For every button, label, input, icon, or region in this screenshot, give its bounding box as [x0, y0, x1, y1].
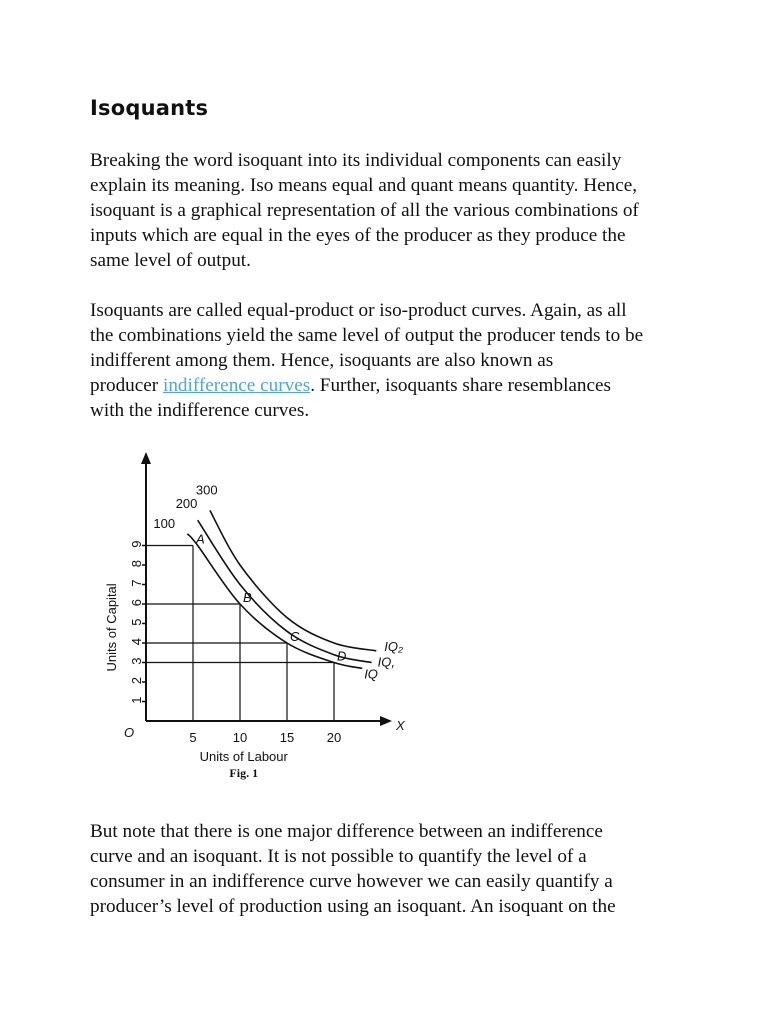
x-axis-letter: X: [396, 718, 405, 733]
figure-caption: Fig. 1: [229, 766, 259, 780]
x-tick-label: 10: [232, 730, 248, 745]
text-line: producer’s level of production using an isoquant. An isoquant on the: [90, 896, 616, 917]
text-line: with the indifference curves.: [90, 400, 310, 421]
text-fragment: producer: [90, 375, 163, 396]
text-line: the combinations yield the same level of output the producer tends to be: [90, 325, 644, 346]
y-tick-label: 4: [129, 638, 144, 646]
isoquant-chart: [96, 448, 426, 798]
point-label: A: [196, 531, 205, 547]
text-line: consumer in an indifference curve however we can easily quantify a: [90, 871, 613, 892]
text-line: Isoquants are called equal-product or iso-product curves. Again, as all: [90, 300, 627, 321]
curve-name-label: IQ,: [377, 654, 395, 670]
output-level-label: 200: [175, 496, 198, 512]
page-title: Isoquants: [90, 96, 209, 120]
y-tick-label: 6: [129, 599, 144, 607]
output-level-label: 100: [153, 515, 176, 531]
y-tick-label: 8: [129, 560, 144, 568]
output-level-label: 300: [195, 482, 218, 498]
x-tick-label: 15: [279, 730, 295, 745]
text-line: But note that there is one major difference between an indifference: [90, 821, 603, 842]
indifference-curves-link[interactable]: indifference curves: [162, 375, 311, 396]
point-label: B: [243, 590, 252, 605]
x-axis-arrow: [380, 716, 392, 726]
text-line: indifferent among them. Hence, isoquants are also known as: [90, 350, 554, 371]
text-line: inputs which are equal in the eyes of the producer as they produce the: [90, 225, 626, 246]
point-label: C: [290, 629, 300, 644]
curve-name-label: IQ₂: [384, 638, 403, 654]
paragraph-difference: [90, 819, 690, 919]
curve-name-label: IQ: [364, 666, 378, 682]
origin-label: O: [124, 725, 135, 740]
paragraph-intro: [90, 148, 690, 273]
y-axis-label: Units of Capital: [104, 583, 119, 672]
text-line: same level of output.: [90, 250, 251, 271]
x-axis-label: Units of Labour: [199, 749, 288, 764]
text-line: [90, 373, 690, 398]
x-tick-label: 5: [189, 730, 197, 745]
text-line: Breaking the word isoquant into its individual components can easily: [90, 150, 622, 171]
text-fragment: . Further, isoquants share resemblances: [310, 375, 612, 396]
point-label: D: [337, 648, 347, 664]
x-tick-label: 20: [326, 730, 342, 745]
y-axis-arrow: [141, 452, 151, 464]
y-tick-label: 5: [129, 618, 144, 626]
text-line: explain its meaning. Iso means equal and quant means quantity. Hence,: [90, 175, 638, 196]
text-line: isoquant is a graphical representation of all the various combinations of: [90, 200, 639, 221]
y-tick-label: 2: [129, 677, 144, 685]
text-line: curve and an isoquant. It is not possible to quantify the level of a: [90, 846, 587, 867]
y-tick-label: 3: [129, 657, 144, 665]
y-tick-label: 9: [129, 540, 144, 548]
y-tick-label: 1: [129, 696, 144, 704]
isoquant-curve: [187, 531, 362, 669]
isoquant-figure: [96, 448, 426, 798]
y-tick-label: 7: [129, 579, 144, 587]
paragraph-equal-product: [90, 298, 690, 423]
